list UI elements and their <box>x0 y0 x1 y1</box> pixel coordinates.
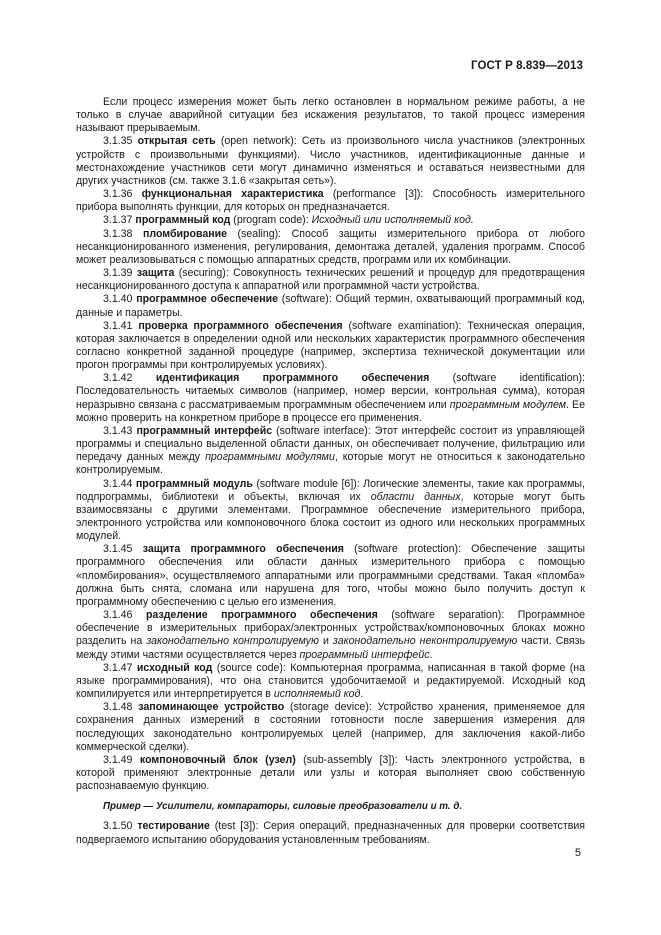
entry-3-1-49: 3.1.49 компоновочный блок (узел) (sub-assembly [3]): Часть электронного устройства, в которой применяют электронные детали или узлы и которая выполняет свою собственную распознаваемую функцию. <box>76 753 585 793</box>
entry-3-1-38: 3.1.38 пломбирование (sealing): Способ защиты измерительного прибора от любого несанкционированного изменения, регулирования, демонтажа деталей, удаления программ. Способ может реализовываться с помощью аппаратных средств, программ или их комбинации. <box>76 227 585 266</box>
entry-3-1-42: 3.1.42 идентификация программного обеспечения (software identification): Последовательность читаемых символов (например, номер версии, контрольная сумма), которая неразрывно связана с рассматриваемым программным обеспечением или программным модулем. Ее можно проверить на конкретном приборе в процессе его применения. <box>76 372 585 424</box>
example-note: Пример — Усилители, компараторы, силовые преобразователи и т. д. <box>103 801 463 813</box>
entry-term: функциональная характеристика <box>141 188 324 201</box>
standard-header: ГОСТ Р 8.839—2013 <box>471 60 583 72</box>
entry-term: тестирование <box>137 820 210 833</box>
document-body <box>76 96 585 847</box>
entry-3-1-39: 3.1.39 защита (securing): Совокупность технических решений и процедур для предотвращения несанкционированного доступа к аппаратной или программной части устройства. <box>76 267 585 293</box>
entry-term: идентификация программного обеспечения <box>155 372 430 385</box>
entry-term: запоминающее устройство <box>138 701 285 714</box>
entry-3-1-47: 3.1.47 исходный код (source code): Компьютерная программа, написанная в такой форме (на языке программирования), что она становится удобочитаемой и редактируемой. Исходный код компилируется или интерпретируется в исполняемый код. <box>76 661 585 701</box>
entry-3-1-46: 3.1.46 разделение программного обеспечения (software separation): Программное обеспечение в измерительных приборах/электронных устройствах/компоновочных блоках можно разделить на законодательно контролируемую и законодательно неконтролируемую части. Связь между этими частями осуществляется через программный интерфейс. <box>76 609 586 661</box>
intro-paragraph: Если процесс измерения может быть легко остановлен в нормальном режиме работы, а не только в случае аварийной ситуации без искажения результатов, то такой процесс измерения называют прерываемым. <box>76 96 585 135</box>
entry-3-1-41: 3.1.41 проверка программного обеспечения (software examination): Техническая операция, которая заключается в определении одной или нескольких характеристик программного обеспечения согласно конкретной заданной процедуре (например, экспертиза технической документации или прогон программы при контролируемых условиях). <box>76 319 585 372</box>
entry-term: программный интерфейс <box>136 424 273 437</box>
entry-term: компоновочный блок (узел) <box>139 753 296 766</box>
entry-3-1-44: 3.1.44 программный модуль (software module [6]): Логические элементы, такие как программы, подпрограммы, библиотеки и объекты, включая их области данных, которые могут быть взаимосвязаны с другими элементами. Программное обеспечение измерительного прибора, электронного устройства или компоновочного блока состоит из одного или нескольких программных модулей. <box>76 477 585 543</box>
entry-term: программный модуль <box>135 477 253 490</box>
entry-3-1-36: 3.1.36 функциональная характеристика (performance [3]): Способность измерительного прибора выполнять функции, для которых он предназначается. <box>76 188 585 214</box>
entry-3-1-43: 3.1.43 программный интерфейс (software interface): Этот интерфейс состоит из управляющей программы и специально выделенной области данных, он обеспечивает получение, фильтрацию или передачу данных между программными модулями, которые могут не относиться к законодательно контролируемым. <box>76 424 585 477</box>
entry-term: защита программного обеспечения <box>142 543 344 556</box>
entry-term: пломбирование <box>142 227 228 240</box>
entry-3-1-45: 3.1.45 защита программного обеспечения (software protection): Обеспечение защиты программного обеспечения или области данных измерительного прибора с помощью «пломбирования», осуществляемого аппаратными или программными средствами. Такая «пломба» должна быть снята, сломана или нарушена для того, чтобы можно было получить доступ к программному обеспечению с целью его изменения. <box>76 543 585 608</box>
entry-term: защита <box>136 267 175 280</box>
entry-term: программное обеспечение <box>136 293 279 306</box>
entry-3-1-50: 3.1.50 тестирование (test [3]): Серия операций, предназначенных для проверки соответствия подвергаемого испытанию оборудования установленным требованиям. <box>76 820 585 846</box>
entry-3-1-48: 3.1.48 запоминающее устройство (storage device): Устройство хранения, применяемое для сохранения данных измерений в состоянии готовности после завершения измерения для последующих законодательно контролируемых целей (например, для заключения какой-либо коммерческой сделки). <box>76 701 585 753</box>
entry-term: программный код <box>135 214 231 227</box>
entry-3-1-40: 3.1.40 программное обеспечение (software): Общий термин, охватывающий программный код, данные и параметры. <box>76 293 585 319</box>
page-number: 5 <box>574 847 581 859</box>
entry-3-1-35: 3.1.35 открытая сеть (open network): Сеть из произвольного числа участников (электронных устройств с произвольными функциями). Число участников, идентификационные данные и местонахождение участников сети могут динамично изменяться и оставаться неизвестными для других участников (см. также 3.1.6 «закрытая сеть»). <box>76 135 586 187</box>
entry-term: проверка программного обеспечения <box>138 319 343 332</box>
entry-term: открытая сеть <box>137 135 216 148</box>
entry-term: разделение программного обеспечения <box>145 609 378 622</box>
entry-3-1-37: 3.1.37 программный код (program code): Исходный или исполняемый код. <box>103 214 474 227</box>
entry-term: исходный код <box>136 661 213 674</box>
